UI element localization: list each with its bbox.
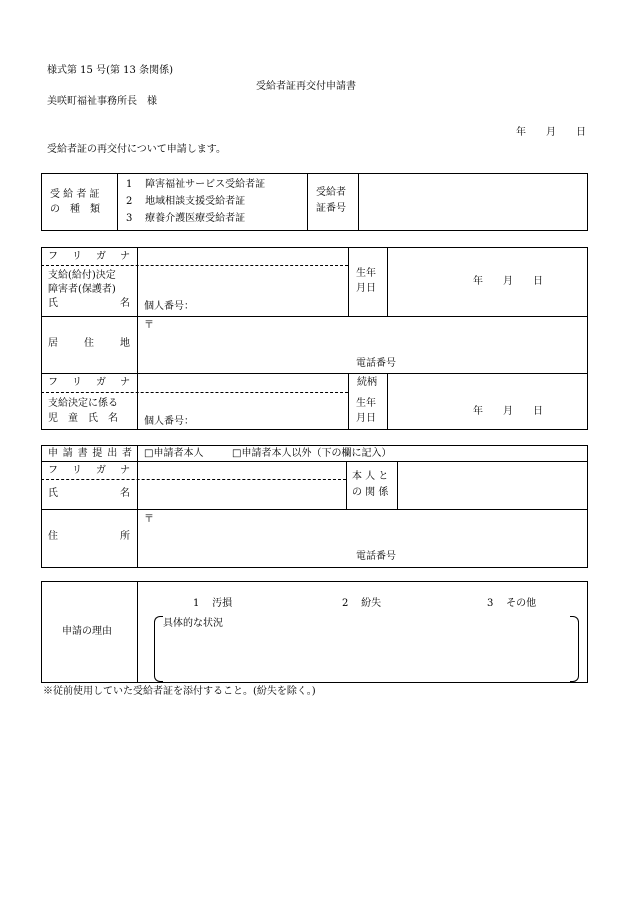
certificate-type-label: 受 給 者 証 — [50, 189, 100, 200]
child-dob-value[interactable]: 年 月 日 — [473, 406, 543, 417]
residence-phone[interactable]: 電話番号 — [356, 358, 396, 369]
child-dob-label: 生年 — [356, 398, 376, 409]
child-furigana-label: フ リ ガ ナ — [48, 377, 130, 388]
reason-label: 申請の理由 — [62, 626, 112, 637]
cert-number-field[interactable] — [360, 175, 586, 229]
applicant-dob-label: 生年 — [356, 268, 376, 279]
reason-option-2[interactable]: 2 紛失 — [342, 598, 382, 609]
submitter-label: 申 請 書 提 出 者 — [48, 448, 132, 459]
addressee: 美咲町福祉事務所長 様 — [47, 96, 157, 107]
submitter-option-other[interactable]: □申請者本人以外（下の欄に記入） — [232, 448, 392, 459]
residence-postal[interactable]: 〒 — [144, 320, 154, 331]
applicant-furigana-field[interactable] — [139, 249, 346, 264]
details-bracket-right — [570, 616, 579, 682]
child-relation-label: 続柄 — [357, 377, 377, 388]
submitter-furigana-field[interactable] — [139, 463, 344, 478]
child-my-number[interactable]: 個人番号： — [144, 416, 194, 427]
intro-text: 受給者証の再交付について申請します。 — [47, 144, 226, 155]
cert-option-2[interactable]: 2 地域相談支援受給者証 — [126, 196, 246, 207]
applicant-furigana-label: フ リ ガ ナ — [48, 251, 130, 262]
submitter-phone[interactable]: 電話番号 — [356, 551, 396, 562]
residence-label: 居 住 地 — [48, 338, 130, 349]
submitter-relation-label: 本 人 と — [352, 471, 389, 482]
cert-number-label: 受給者 — [316, 187, 346, 198]
cert-option-1[interactable]: 1 障害福祉サービス受給者証 — [126, 179, 266, 190]
application-date[interactable]: 年 月 日 — [516, 127, 586, 138]
child-relation-field[interactable] — [389, 375, 586, 391]
submitter-option-self[interactable]: □申請者本人 — [144, 448, 204, 459]
submitter-postal[interactable]: 〒 — [144, 514, 154, 525]
cert-option-3[interactable]: 3 療養介護医療受給者証 — [126, 213, 246, 224]
reason-option-1[interactable]: 1 汚損 — [193, 598, 233, 609]
details-bracket-left — [154, 616, 163, 682]
applicant-name-label: 支給(給付)決定 — [48, 270, 116, 281]
submitter-name-label: 氏 名 — [48, 488, 130, 499]
footnote: ※従前使用していた受給者証を添付すること。(紛失を除く。) — [43, 686, 316, 697]
submitter-furigana-label: フ リ ガ ナ — [48, 465, 130, 476]
applicant-dob-value[interactable]: 年 月 日 — [473, 276, 543, 287]
child-name-label: 支給決定に係る — [48, 398, 118, 409]
applicant-my-number[interactable]: 個人番号： — [144, 301, 194, 312]
details-field[interactable] — [163, 633, 563, 677]
submitter-name-field[interactable] — [139, 481, 344, 507]
details-label: 具体的な状況 — [163, 618, 223, 629]
form-title: 受給者証再交付申請書 — [256, 81, 356, 92]
submitter-relation-field[interactable] — [399, 463, 586, 507]
submitter-address-label: 住 所 — [48, 531, 130, 542]
reason-option-3[interactable]: 3 その他 — [487, 598, 537, 609]
form-number: 様式第 15 号(第 13 条関係) — [47, 65, 173, 76]
